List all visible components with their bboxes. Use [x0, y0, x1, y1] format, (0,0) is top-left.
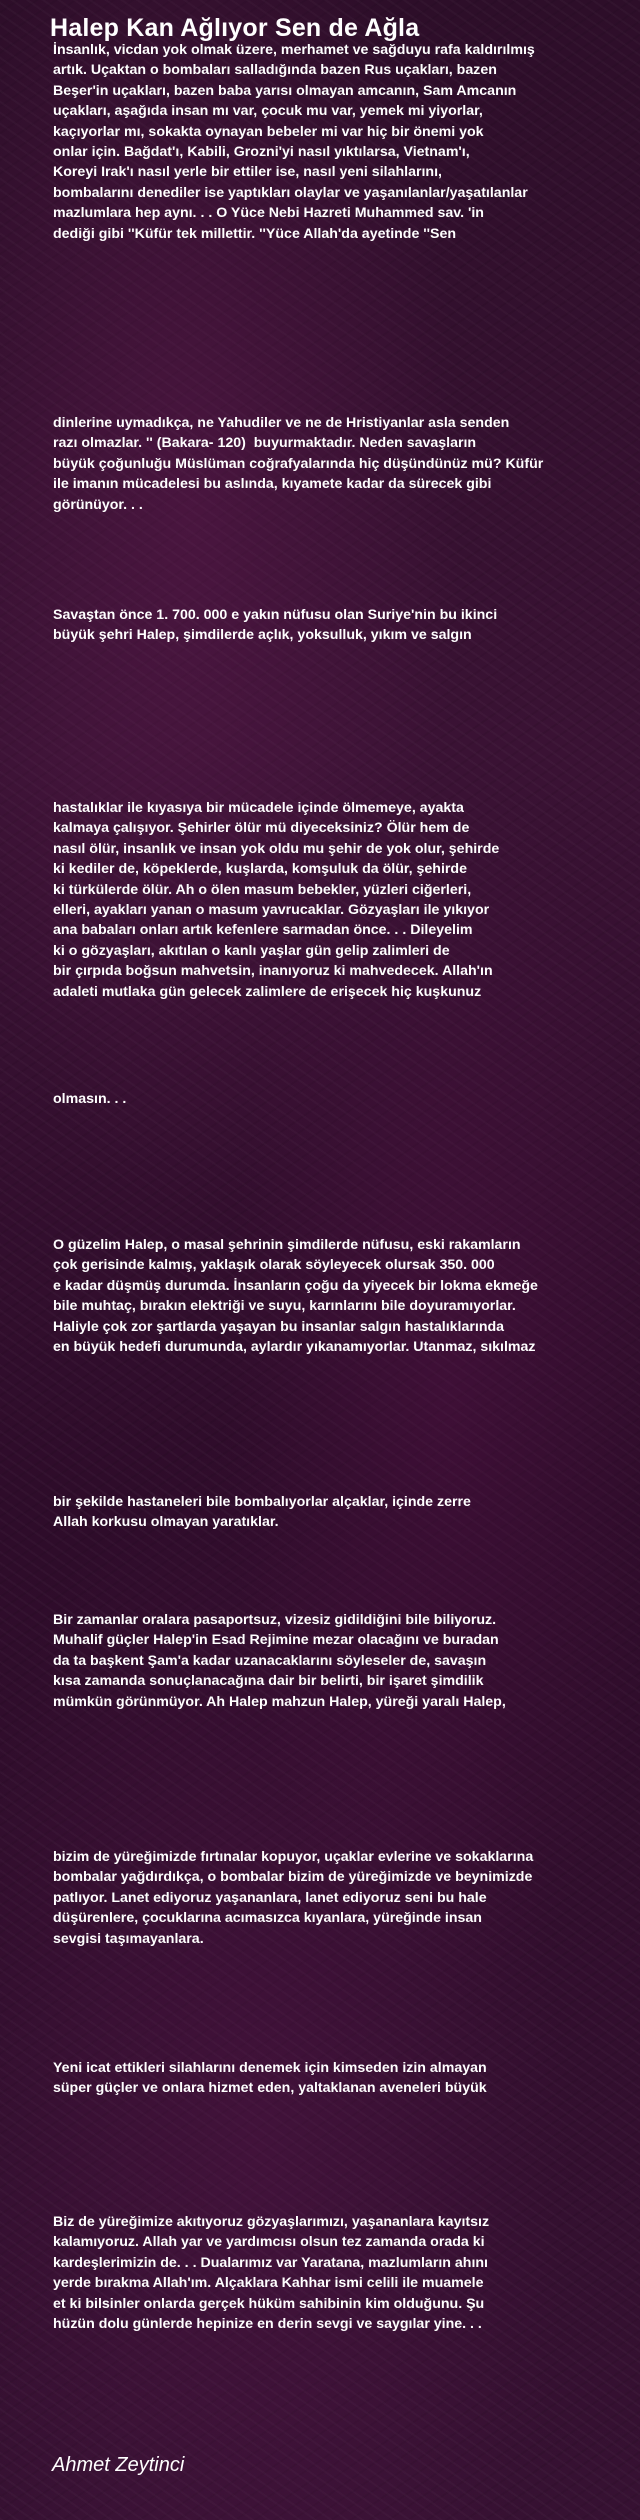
poem-paragraph-7: bir şekilde hastaneleri bile bombalıyorlar alçaklar, içinde zerre Allah korkusu olmayan yaratıklar.: [53, 1494, 471, 1531]
poem-paragraph-5: olmasın. . .: [53, 1091, 127, 1107]
poem-paragraph-4: hastalıklar ile kıyasıya bir mücadele içinde ölmemeye, ayakta kalmaya çalışıyor. Şehirler ölür mü diyeceksiniz? Ölür hem de nasıl ölür, insanlık ve insan yok oldu mu şehir de yok olur, şehirde ki kediler de, köpeklerde, kuşlarda, komşuluk da ölür, şehirde ki türkülerde ölür. Ah o ölen masum bebekler, yüzleri ciğerleri, elleri, ayakları yanan o masum yavrucaklar. Gözyaşları ile yıkıyor ana babaları onları artık kefenlere sarmadan önce. . . Dileyelim ki o gözyaşları, akıtılan o kanlı yaşlar gün gelip zalimleri de bir çırpıda boğsun mahvetsin, inanıyoruz ki mahvedecek. Allah'ın adaleti mutlaka gün gelecek zalimlere de erişecek hiç kuşkunuz: [53, 800, 500, 1000]
poem-paragraph-11: Biz de yüreğimize akıtıyoruz gözyaşlarımızı, yaşananlara kayıtsız kalamıyoruz. Allah yar ve yardımcısı olsun tez zamanda orada ki kardeşlerimizin de. . . Dualarımız var Yaratana, mazlumların ahını yerde bırakma Allah'ım. Alçaklara Kahhar ismi celili ile muamele et ki bilsinler onlarda gerçek hüküm sahibinin kim olduğunu. Şu hüzün dolu günlerde hepinize en derin sevgi ve saygılar yine. . .: [53, 2214, 490, 2333]
poem-author: Ahmet Zeytinci: [52, 2454, 185, 2476]
poem-paragraph-8: Bir zamanlar oralara pasaportsuz, vizesiz gidildiğini bile biliyoruz. Muhalif güçler Halep'in Esad Rejimine mezar olacağını ve buradan da ta başkent Şam'a kadar uzanacaklarını söyleseler de, savaşın kısa zamanda sonuçlanacağına dair bir belirti, bir işaret şimdilik mümkün görünmüyor. Ah Halep mahzun Halep, yüreği yaralı Halep,: [53, 1612, 506, 1710]
poem-title: Halep Kan Ağlıyor Sen de Ağla: [50, 14, 420, 42]
poem-paragraph-1: İnsanlık, vicdan yok olmak üzere, merhamet ve sağduyu rafa kaldırılmış artık. Uçaktan o bombaları salladığında bazen Rus uçakları, bazen Beşer'in uçakları, bazen baba yarısı olmayan amcanın, Sam Amcanın uçakları, aşağıda insan mı var, çocuk mu var, yemek mi yiyorlar, kaçıyorlar mı, sokakta oynayan bebeler mi var hiç bir önemi yok onlar için. Bağdat'ı, Kabili, Grozni'yi nasıl yıktılarsa, Vietnam'ı, Koreyi Irak'ı nasıl yerle bir ettiler ise, nasıl yeni silahlarını, bombalarını denediler ise yaptıkları olaylar ve yaşanılanlar/yaşatılanlar mazlumlara hep aynı. . . O Yüce Nebi Hazreti Muhammed sav. 'in dediği gibi ''Küfür tek millettir. ''Yüce Allah'da ayetinde ''Sen: [53, 42, 535, 242]
poem-paragraph-6: O güzelim Halep, o masal şehrinin şimdilerde nüfusu, eski rakamların çok gerisinde kalmış, yaklaşık olarak söyleyecek olursak 350. 000 e kadar düşmüş durumda. İnsanların çoğu da yiyecek bir lokma ekmeğe bile muhtaç, bırakın elektriği ve suyu, karınlarını bile doyuramıyorlar. Haliyle çok zor şartlarda yaşayan bu insanlar salgın hastalıklarında en büyük hedefi durumunda, aylardır yıkanamıyorlar. Utanmaz, sıkılmaz: [53, 1237, 538, 1356]
poem-paragraph-2: dinlerine uymadıkça, ne Yahudiler ve ne de Hristiyanlar asla senden razı olmazlar. '' (Bakara- 120) buyurmaktadır. Neden savaşların büyük çoğunluğu Müslüman coğrafyalarında hiç düşündünüz mü? Küfür ile imanın mücadelesi bu aslında, kıyamete kadar da sürecek gibi görünüyor. . .: [53, 415, 544, 513]
poem-paragraph-10: Yeni icat ettikleri silahlarını denemek için kimseden izin almayan süper güçler ve onlara hizmet eden, yaltaklanan aveneleri büyük: [53, 2060, 487, 2097]
poem-paragraph-9: bizim de yüreğimizde fırtınalar kopuyor, uçaklar evlerine ve sokaklarına bombalar yağdırdıkça, o bombalar bizim de yüreğimizde ve beynimizde patlıyor. Lanet ediyoruz yaşananlara, lanet ediyoruz seni bu hale düşürenlere, çocuklarına acımasızca kıyanlara, yüreğinde insan sevgisi taşımayanlara.: [53, 1849, 534, 1947]
poem-paragraph-3: Savaştan önce 1. 700. 000 e yakın nüfusu olan Suriye'nin bu ikinci büyük şehri Halep, şimdilerde açlık, yoksulluk, yıkım ve salgın: [53, 607, 498, 644]
